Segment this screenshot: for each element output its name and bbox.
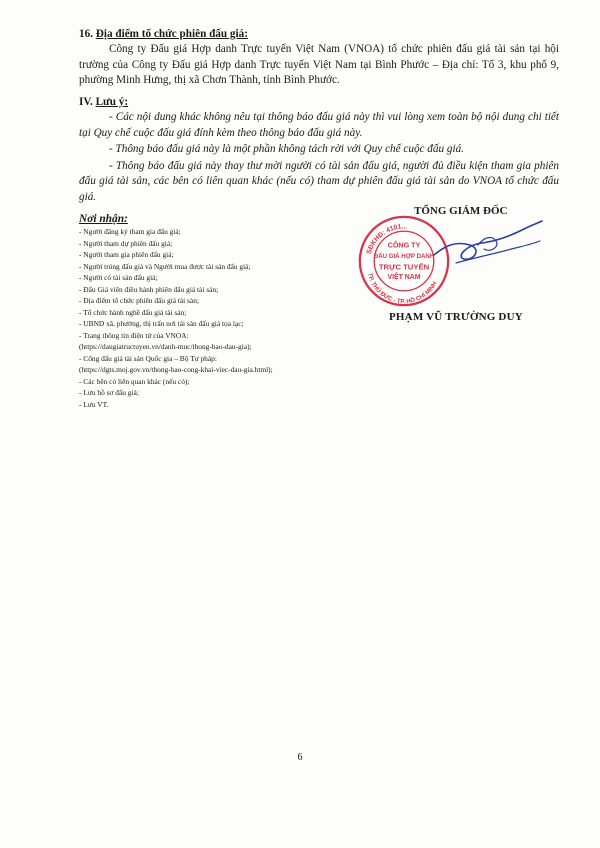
seal-line: ĐẤU GIÁ HỢP DANH xyxy=(373,253,435,261)
recipient-item: - Các bên có liên quan khác (nếu có); xyxy=(79,376,190,386)
recipient-item: (https://dgts.moj.gov.vn/thong-bao-cong-khai-viec-dau-gia.html); xyxy=(79,365,273,374)
seal-ring-bottom: TP. THỦ ĐỨC - TP. HỒ CHÍ MINH xyxy=(366,272,439,306)
recipient-item: - UBND xã, phường, thị trấn nơi tài sản đấu giá tọa lạc; xyxy=(79,319,244,328)
recipient-item: - Người tham gia phiên đấu giá; xyxy=(79,250,174,259)
recipient-item: - Địa điểm tổ chức phiên đấu giá tài sản; xyxy=(79,296,199,305)
section-iv xyxy=(79,95,559,206)
handwritten-signature xyxy=(426,215,546,285)
section-16-heading-text: Địa điểm tổ chức phiên đấu giá: xyxy=(95,28,248,40)
seal-line: CÔNG TY xyxy=(387,240,421,250)
recipient-item: - Người đăng ký tham gia đấu giá; xyxy=(79,227,181,236)
recipient-item: - Tổ chức hành nghề đấu giá tài sản; xyxy=(79,307,187,317)
recipients-list xyxy=(79,226,349,410)
section-iv-heading: IV. Lưu ý: xyxy=(79,96,129,108)
seal-line: VIỆT NAM xyxy=(387,274,421,282)
section-16-text: Công ty Đấu giá Hợp danh Trực tuyến Việt Nam (VNOA) tổ chức phiên đấu giá tài sản tại hội trường của Công ty Đấu giá Hợp danh Trực tuyến Việt Nam tại Bình Phước – Địa chỉ: Tổ 3, khu phố 9, phường Minh Hưng, thị xã Chơn Thành, tỉnh Bình Phước. xyxy=(79,43,559,86)
recipient-item: - Người trúng đấu giá và Người mua được tài sản đấu giá; xyxy=(79,261,251,271)
note-item: - Thông báo đấu giá này là một phần không tách rời với Quy chế cuộc đấu giá. xyxy=(109,143,464,155)
recipient-item: - Người có tài sản đấu giá; xyxy=(79,273,158,282)
recipients-block xyxy=(79,212,349,410)
recipient-item: - Trang thông tin điện tử của VNOA: xyxy=(79,330,189,340)
signer-name: PHẠM VŨ TRƯỜNG DUY xyxy=(389,311,523,323)
note-item: - Các nội dung khác không nêu tại thông báo đấu giá này thì vui lòng xem toàn bộ nội dung chi tiết tại Quy chế cuộc đấu giá đính kèm theo thông báo đấu giá này. xyxy=(79,111,559,139)
note-item: - Thông báo đấu giá này thay thư mời người có tài sản đấu giá, người đủ điều kiện tham gia phiên đấu giá tài sản, các bên có liên quan khác (nếu có) tham dự phiên đấu giá tài sản do VNOA tổ chức đấu giá. xyxy=(79,159,559,203)
svg-text:SĐKHĐ: 4101... xyxy=(366,223,408,255)
recipient-item: - Người tham dự phiên đấu giá; xyxy=(79,238,173,248)
section-16-heading: 16. Địa điểm tổ chức phiên đấu giá: xyxy=(79,28,248,40)
recipient-item: - Đấu Giá viên điều hành phiên đấu giá tài sản; xyxy=(79,284,219,294)
page-number: 6 xyxy=(297,752,303,763)
seal-ring-top: SĐKHĐ: 4101... xyxy=(365,223,408,255)
recipient-item: (https://daugiatructuyen.vn/danh-muc/thong-bao-dau-gia); xyxy=(79,342,252,351)
signer-title: TỔNG GIÁM ĐỐC xyxy=(414,205,508,217)
section-iv-heading-text: Lưu ý: xyxy=(95,96,129,108)
section-16 xyxy=(79,27,559,89)
recipient-item: - Lưu VT. xyxy=(79,399,109,409)
recipients-title: Nơi nhận: xyxy=(79,213,128,225)
recipient-item: - Lưu hồ sơ đấu giá; xyxy=(79,388,139,397)
seal-line: TRỰC TUYẾN xyxy=(378,262,430,272)
recipient-item: - Cổng đấu giá tài sản Quốc gia – Bộ Tư pháp: xyxy=(79,353,217,363)
